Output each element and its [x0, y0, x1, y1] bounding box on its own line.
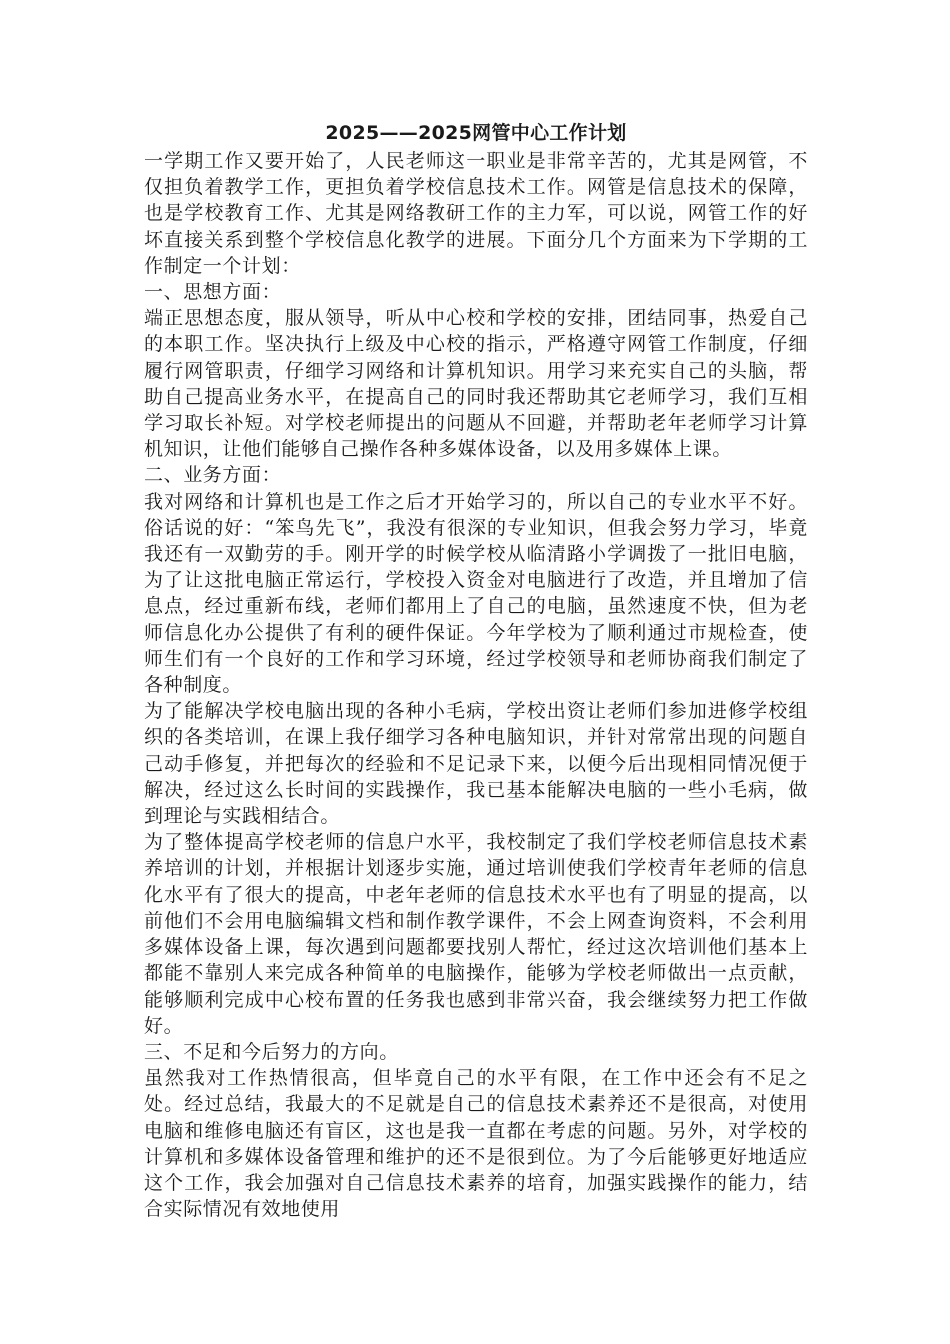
section-business-paragraph-3: 为了整体提高学校老师的信息户水平，我校制定了我们学校老师信息技术素养培训的计划，并根据计划逐步实施，通过培训使我们学校青年老师的信息化水平有了很大的提高，中老年老师的信息技术水平也有了明显的提高，以前他们不会用电脑编辑文档和制作教学课件，不会上网查询资料，不会利用多媒体设备上课，每次遇到问题都要找别人帮忙，经过这次培训他们基本上都能不靠别人来完成各种简单的电脑操作，能够为学校老师做出一点贡献，能够顺利完成中心校布置的任务我也感到非常兴奋，我会继续努力把工作做好。 — [144, 831, 808, 1037]
section-heading-business: 二、业务方面： — [144, 464, 282, 487]
section-business-paragraph-2: 为了能解决学校电脑出现的各种小毛病，学校出资让老师们参加进修学校组织的各类培训，在课上我仔细学习各种电脑知识，并针对常常出现的问题自己动手修复，并把每次的经验和不足记录下来，以便今后出现相同情况便于解决，经过这么长时间的实践操作，我已基本能解决电脑的一些小毛病，做到理论与实践相结合。 — [144, 700, 808, 828]
section-heading-improvement: 三、不足和今后努力的方向。 — [144, 1040, 399, 1063]
section-business-paragraph-1: 我对网络和计算机也是工作之后才开始学习的，所以自己的专业水平不好。俗话说的好：“笨鸟先飞”，我没有很深的专业知识，但我会努力学习，毕竟我还有一双勤劳的手。刚开学的时候学校从临清路小学调拨了一批旧电脑，为了让这批电脑正常运行，学校投入资金对电脑进行了改造，并且增加了信息点，经过重新布线，老师们都用上了自己的电脑，虽然速度不快，但为老师信息化办公提供了有利的硬件保证。今年学校为了顺利通过市规检查，使师生们有一个良好的工作和学习环境，经过学校领导和老师协商我们制定了各种制度。 — [144, 490, 808, 697]
section-heading-thought: 一、思想方面： — [144, 281, 282, 304]
document-page — [144, 118, 808, 1222]
section-improvement-paragraph: 虽然我对工作热情很高，但毕竟自己的水平有限，在工作中还会有不足之处。经过总结，我最大的不足就是自己的信息技术素养还不是很高，对使用电脑和维修电脑还有盲区，这也是我一直都在考虑的问题。另外，对学校的计算机和多媒体设备管理和维护的还不是很到位。为了今后能够更好地适应这个工作，我会加强对自己信息技术素养的培育，加强实践操作的能力，结合实际情况有效地使用 — [144, 1067, 808, 1221]
section-thought-paragraph: 端正思想态度，服从领导，听从中心校和学校的安排，团结同事，热爱自己的本职工作。坚决执行上级及中心校的指示，严格遵守网管工作制度，仔细履行网管职责，仔细学习网络和计算机知识。用学习来充实自己的头脑，帮助自己提高业务水平，在提高自己的同时我还帮助其它老师学习，我们互相学习取长补短。对学校老师提出的问题从不回避，并帮助老年老师学习计算机知识，让他们能够自己操作各种多媒体设备，以及用多媒体上课。 — [144, 307, 808, 461]
intro-paragraph: 一学期工作又要开始了，人民老师这一职业是非常辛苦的，尤其是网管，不仅担负着教学工作，更担负着学校信息技术工作。网管是信息技术的保障，也是学校教育工作、尤其是网络教研工作的主力军，可以说，网管工作的好坏直接关系到整个学校信息化教学的进展。下面分几个方面来为下学期的工作制定一个计划： — [144, 150, 808, 277]
document-title: 2025——2025网管中心工作计划 — [325, 122, 627, 144]
